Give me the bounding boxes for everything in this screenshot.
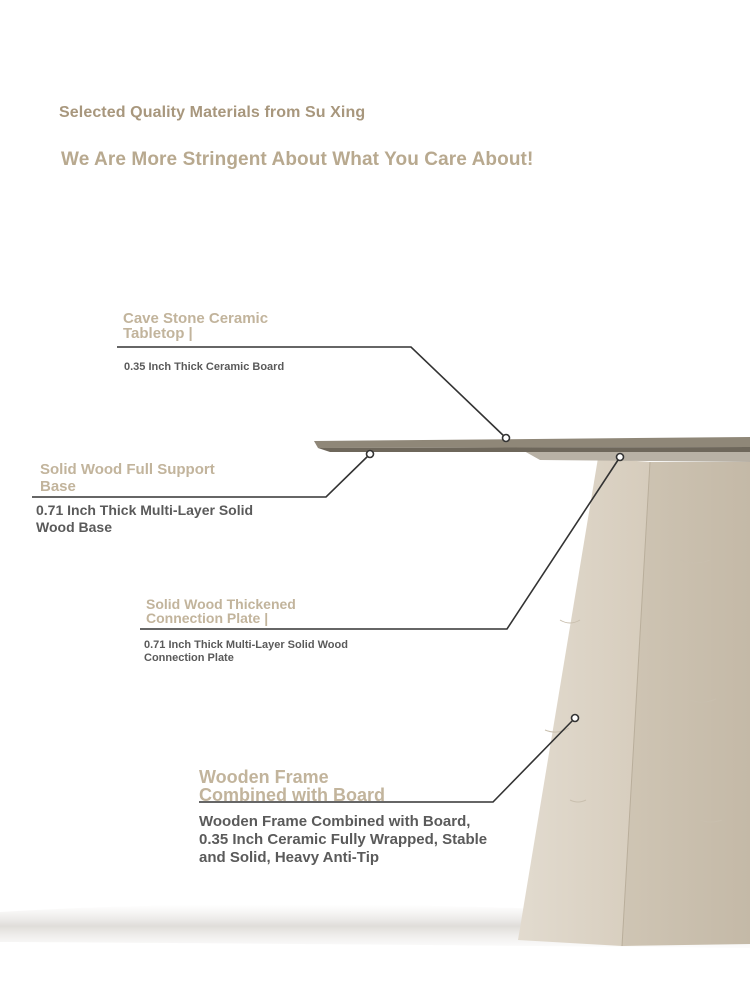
callout-description-line: 0.71 Inch Thick Multi-Layer Solid Wood [144, 639, 348, 651]
callout-title-line: Wooden Frame [199, 767, 329, 787]
callout-description-line: Connection Plate [144, 652, 234, 665]
callout-connection-plate-title [146, 597, 296, 625]
callout-frame-title [199, 768, 385, 804]
callout-frame-description [199, 813, 487, 867]
callout-title-line: Solid Wood Thickened [146, 596, 296, 612]
connection-plate [524, 451, 750, 462]
marker-dot-connection-plate [617, 454, 624, 461]
callout-title-line: Combined with Board [199, 785, 385, 805]
callout-description-line: Wood Base [36, 518, 112, 535]
callout-tabletop-description: 0.35 Inch Thick Ceramic Board [124, 361, 285, 373]
callout-connection-plate-description [144, 639, 348, 665]
tabletop [314, 437, 750, 452]
pedestal-base [518, 458, 750, 946]
header-headline: We Are More Stringent About What You Care About! [61, 149, 534, 170]
callout-base-description [36, 502, 253, 536]
callout-title-line: Solid Wood Full Support [40, 461, 215, 478]
callout-description-line: and Solid, Heavy Anti-Tip [199, 849, 380, 866]
marker-dot-base [367, 451, 374, 458]
header-kicker: Selected Quality Materials from Su Xing [59, 104, 366, 121]
callout-tabletop-title [123, 311, 268, 341]
callout-title-line: Base [40, 478, 76, 495]
callout-title-line: Cave Stone Ceramic [123, 310, 269, 327]
callout-description-line: 0.35 Inch Ceramic Fully Wrapped, Stable [199, 831, 488, 848]
callout-title-line: Connection Plate | [146, 610, 269, 626]
callout-description-line: Wooden Frame Combined with Board, [199, 813, 471, 830]
marker-dot-frame [572, 715, 579, 722]
callout-base-title [40, 462, 215, 494]
callout-title-line: Tabletop | [123, 325, 193, 342]
callout-description-line: 0.71 Inch Thick Multi-Layer Solid [36, 502, 254, 518]
marker-dot-tabletop [503, 435, 510, 442]
